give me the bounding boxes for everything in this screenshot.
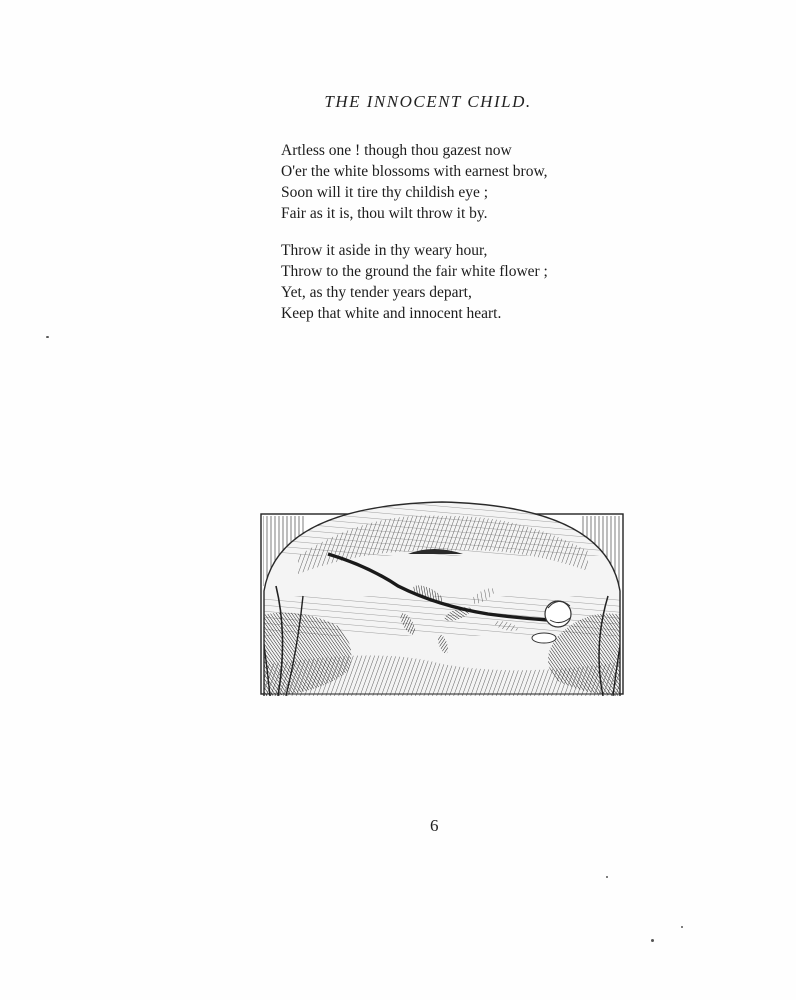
verse-line: Fair as it is, thou wilt throw it by.	[281, 205, 488, 222]
paper-speck	[46, 336, 49, 338]
verse-line: O'er the white blossoms with earnest brow,	[281, 163, 548, 180]
verse-line: Throw to the ground the fair white flower ;	[281, 263, 548, 280]
paper-speck	[651, 939, 654, 942]
verse-line: Artless one ! though thou gazest now	[281, 142, 512, 159]
engraving-illustration	[258, 496, 626, 716]
paper-speck	[681, 926, 683, 928]
verse-line: Keep that white and innocent heart.	[281, 305, 502, 322]
verse-line: Yet, as thy tender years depart,	[281, 284, 472, 301]
verse-line: Soon will it tire thy childish eye ;	[281, 184, 489, 201]
stanza-2	[281, 240, 621, 324]
engraving-fallen-flower	[258, 496, 626, 716]
page-number: 6	[430, 816, 439, 835]
verse-line: Throw it aside in thy weary hour,	[281, 242, 488, 259]
poem-title: THE INNOCENT CHILD.	[324, 92, 532, 111]
paper-speck	[606, 876, 608, 878]
stanza-1	[281, 140, 621, 224]
